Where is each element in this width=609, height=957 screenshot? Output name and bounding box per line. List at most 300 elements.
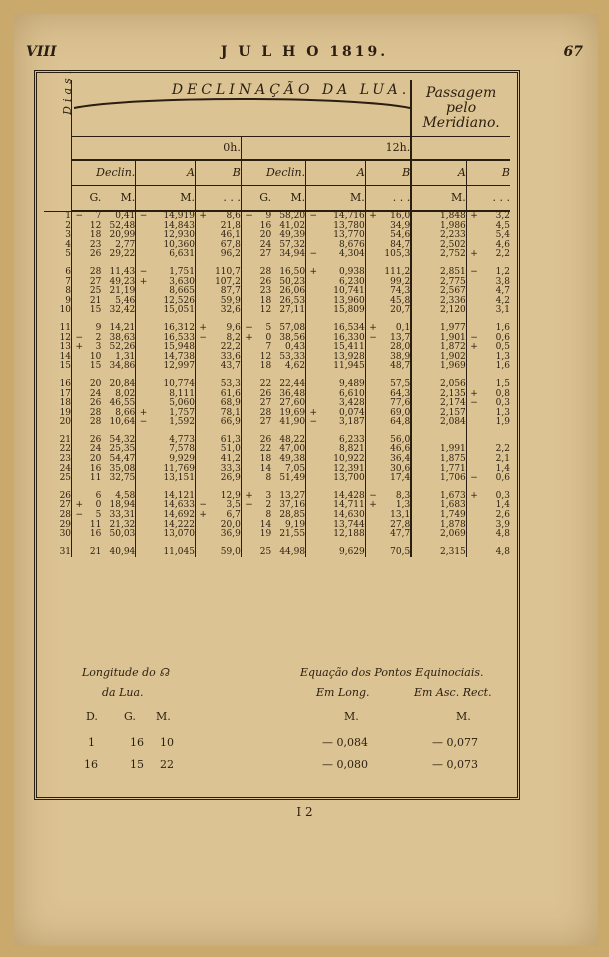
table-cell: 34,9 (377, 222, 411, 232)
table-cell: 47,00 (271, 445, 305, 455)
unit-m-0h: M. (101, 186, 135, 212)
col-b-12h: B (365, 160, 411, 186)
table-cell: 2,2 (495, 444, 510, 455)
table-cell (306, 287, 317, 297)
table-cell: 13,7 (377, 334, 411, 344)
table-cell: 14,428 (317, 492, 365, 502)
table-cell: 38,63 (101, 334, 135, 344)
table-cell: 1,986 (411, 222, 466, 232)
table-cell: 15,411 (317, 343, 365, 353)
table-cell: 31 (44, 548, 72, 558)
table-cell: 0,5 (495, 342, 510, 353)
col-b-0h: B (195, 160, 241, 186)
table-cell: 53,3 (207, 380, 241, 390)
table-cell: − (470, 473, 478, 484)
table-cell: 56,0 (377, 436, 411, 446)
table-cell: 33,3 (207, 465, 241, 475)
table-cell (195, 409, 206, 419)
table-row (44, 250, 510, 260)
table-cell: 16 (44, 380, 72, 390)
table-cell: 51,49 (271, 474, 305, 484)
col-m-label: M. (156, 710, 171, 723)
table-cell: + (369, 322, 377, 333)
table-cell: 2,567 (411, 287, 466, 297)
table-cell (72, 250, 83, 260)
table-cell (136, 250, 147, 260)
table-cell: + (470, 211, 478, 221)
table-cell: 24 (89, 444, 102, 455)
table-cell: 4,304 (317, 250, 365, 260)
table-cell: 10,774 (147, 380, 195, 390)
table-cell: 47,7 (377, 530, 411, 540)
table-cell (306, 390, 317, 400)
table-cell: 59,0 (207, 548, 241, 558)
table-cell: 7,05 (271, 465, 305, 475)
table-cell: 27 (259, 417, 272, 428)
table-cell: 1,878 (411, 521, 466, 531)
table-cell (72, 521, 83, 531)
table-cell: 0,6 (495, 473, 510, 484)
table-cell (72, 297, 83, 307)
table-cell: 10,741 (317, 287, 365, 297)
table-cell: 26,53 (271, 297, 305, 307)
table-cell: 36,9 (207, 530, 241, 540)
table-cell: 26 (89, 249, 102, 260)
m-long-label: M. (344, 710, 359, 723)
footer-row-2-long: — 0,080 (322, 758, 368, 771)
unit-b-0h: . . . (195, 186, 241, 212)
unit-g-0h: G. (72, 186, 102, 212)
table-cell (365, 511, 376, 521)
table-cell (136, 362, 147, 372)
table-cell: 14,121 (147, 492, 195, 502)
col-a-12h: A (306, 160, 366, 186)
table-row (44, 418, 510, 428)
table-cell: + (75, 500, 83, 511)
table-cell (72, 287, 83, 297)
table-cell: 2 (95, 332, 102, 343)
table-cell: 8,676 (317, 241, 365, 251)
table-cell (365, 268, 376, 278)
table-cell: 19 (259, 529, 272, 540)
table-cell: 11 (44, 324, 72, 334)
table-cell: 2,135 (411, 390, 466, 400)
table-cell (136, 455, 147, 465)
table-cell: 1,592 (147, 418, 195, 428)
table-cell (466, 530, 477, 540)
table-cell: 50,23 (271, 278, 305, 288)
table-cell: 7,578 (147, 445, 195, 455)
table-cell: 0,3 (495, 398, 510, 409)
table-cell: 17,4 (377, 474, 411, 484)
table-cell: 1,969 (411, 362, 466, 372)
table-cell (365, 287, 376, 297)
table-cell: 26 (259, 276, 272, 287)
table-cell: 5 (265, 322, 272, 333)
table-cell (195, 474, 206, 484)
table-cell: 9,629 (317, 548, 365, 558)
table-cell (136, 390, 147, 400)
table-cell: 61,3 (207, 436, 241, 446)
table-cell (195, 306, 206, 316)
table-cell (195, 465, 206, 475)
header-month-year: J U L H O 1819. (220, 44, 389, 60)
table-row (44, 362, 510, 372)
table-cell (466, 511, 477, 521)
table-cell: 18 (259, 361, 272, 372)
table-cell: 25 (44, 474, 72, 484)
table-cell: 26 (89, 398, 102, 409)
table-title (72, 80, 412, 137)
table-cell: 27 (44, 501, 72, 511)
table-cell: 64,8 (377, 418, 411, 428)
table-cell (136, 548, 147, 558)
table-cell (241, 390, 252, 400)
table-cell: 16,0 (377, 211, 411, 222)
col-b-pass: B (466, 160, 510, 186)
table-cell: 3,5 (207, 501, 241, 511)
table-cell: 14,630 (317, 511, 365, 521)
table-cell: 1,4 (495, 463, 510, 474)
table-cell (72, 241, 83, 251)
table-cell (72, 306, 83, 316)
table-cell: 52,48 (101, 222, 135, 232)
table-cell: 12 (89, 220, 102, 231)
table-cell: 57,5 (377, 380, 411, 390)
table-cell: 20,7 (377, 306, 411, 316)
table-cell: 27,8 (377, 521, 411, 531)
table-cell: 32,6 (207, 306, 241, 316)
table-cell (72, 390, 83, 400)
table-cell: 50,03 (101, 530, 135, 540)
table-cell: + (245, 332, 253, 343)
table-cell (241, 399, 252, 409)
table-cell: 8,6 (207, 211, 241, 222)
table-cell: 8,2 (207, 334, 241, 344)
col-a-pass: A (411, 160, 466, 186)
table-cell: − (369, 332, 377, 343)
table-cell (306, 343, 317, 353)
table-cell: 1,751 (147, 268, 195, 278)
table-cell: 18 (44, 399, 72, 409)
table-cell: 14,711 (317, 501, 365, 511)
table-cell: 22,2 (207, 343, 241, 353)
table-cell (72, 548, 83, 558)
table-cell: 57,32 (271, 241, 305, 251)
table-cell (195, 436, 206, 446)
table-cell: − (470, 332, 478, 343)
table-cell: 28 (44, 511, 72, 521)
table-cell (195, 297, 206, 307)
footer-row-2-asc: — 0,073 (432, 758, 478, 771)
table-cell (466, 436, 477, 446)
table-cell: 11,43 (101, 268, 135, 278)
table-cell: 1,757 (147, 409, 195, 419)
table-cell: − (245, 322, 253, 333)
table-cell (306, 222, 317, 232)
table-cell: 4 (44, 241, 72, 251)
table-cell: 3,2 (495, 211, 510, 221)
table-cell: 0,1 (377, 324, 411, 334)
table-cell: + (470, 388, 478, 399)
table-cell: 46,6 (377, 445, 411, 455)
table-cell (241, 445, 252, 455)
table-cell: 7 (265, 342, 272, 353)
table-cell: 25 (259, 546, 272, 557)
table-cell (241, 250, 252, 260)
table-cell (365, 297, 376, 307)
dias-label: Dias. (61, 66, 75, 115)
table-cell (72, 530, 83, 540)
table-cell (136, 465, 147, 475)
table-cell: 28,0 (377, 343, 411, 353)
table-cell: 12,930 (147, 231, 195, 241)
table-cell: + (470, 490, 478, 501)
table-cell: + (470, 249, 478, 260)
table-cell: 2,157 (411, 409, 466, 419)
table-cell: 28 (259, 407, 272, 418)
table-cell: 9,19 (271, 521, 305, 531)
table-cell: 9 (44, 297, 72, 307)
table-cell: 69,0 (377, 409, 411, 419)
table-cell: 6,610 (317, 390, 365, 400)
table-cell (365, 343, 376, 353)
table-cell: 28 (259, 266, 272, 277)
table-cell (72, 231, 83, 241)
table-cell (306, 445, 317, 455)
table-cell: 20,84 (101, 380, 135, 390)
table-cell: 13,744 (317, 521, 365, 531)
table-cell: 1,6 (495, 322, 510, 333)
table-cell: 19,69 (271, 409, 305, 419)
table-cell: 1,991 (411, 445, 466, 455)
table-row (44, 530, 510, 540)
table-cell (466, 418, 477, 428)
table-cell: 26 (259, 388, 272, 399)
table-cell: 14,692 (147, 511, 195, 521)
declination-table (44, 66, 510, 557)
table-cell: 21,55 (271, 530, 305, 540)
table-cell: − (199, 500, 207, 511)
table-cell (136, 324, 147, 334)
table-cell: 16,534 (317, 324, 365, 334)
table-cell: 59,9 (207, 297, 241, 307)
table-cell (241, 521, 252, 531)
table-cell: 36,48 (271, 390, 305, 400)
table-cell: 14 (259, 463, 272, 474)
table-cell (195, 222, 206, 232)
table-cell (72, 465, 83, 475)
table-cell: − (75, 510, 83, 521)
table-cell: 4,2 (495, 295, 510, 306)
table-cell (466, 231, 477, 241)
table-cell: 29 (44, 521, 72, 531)
table-cell: − (309, 211, 318, 221)
table-cell: 14,843 (147, 222, 195, 232)
col-declin-12h: Declin. (241, 160, 305, 186)
table-cell: 14 (259, 519, 272, 530)
table-cell: 16 (89, 529, 102, 540)
table-cell: 1,977 (411, 324, 466, 334)
table-cell: 20 (259, 230, 272, 241)
table-cell: 45,8 (377, 297, 411, 307)
table-cell (136, 222, 147, 232)
table-cell: 51,0 (207, 445, 241, 455)
table-cell (241, 362, 252, 372)
table-cell: 0,6 (495, 332, 510, 343)
table-cell: − (139, 211, 148, 221)
table-cell: 43,7 (207, 362, 241, 372)
table-cell: 14,738 (147, 353, 195, 363)
table-cell: 5,4 (495, 230, 510, 241)
table-cell: 34,94 (271, 250, 305, 260)
table-cell (195, 455, 206, 465)
table-cell (466, 222, 477, 232)
table-cell: 1,683 (411, 501, 466, 511)
table-cell (136, 353, 147, 363)
footer-row-1-long: — 0,084 (322, 736, 368, 749)
table-cell (241, 268, 252, 278)
table-cell: 24 (259, 239, 272, 250)
table-cell (365, 306, 376, 316)
table-cell: 3 (95, 342, 102, 353)
table-cell (365, 278, 376, 288)
table-cell: − (369, 490, 377, 501)
table-cell (365, 399, 376, 409)
table-cell (241, 530, 252, 540)
table-cell (72, 353, 83, 363)
table-cell: 1,902 (411, 353, 466, 363)
table-cell (241, 548, 252, 558)
table-cell: 9,929 (147, 455, 195, 465)
table-cell: 8,821 (317, 445, 365, 455)
table-cell (306, 278, 317, 288)
table-cell: 7 (95, 211, 102, 221)
table-cell (365, 548, 376, 558)
table-cell (241, 231, 252, 241)
table-cell: 107,2 (207, 278, 241, 288)
table-cell: 12,997 (147, 362, 195, 372)
table-cell (136, 474, 147, 484)
table-cell: 8 (44, 287, 72, 297)
table-cell: 1,2 (495, 266, 510, 277)
table-cell: 16 (259, 220, 272, 231)
table-cell: + (139, 276, 148, 287)
table-cell: + (245, 490, 253, 501)
table-cell (306, 511, 317, 521)
table-cell: 14,919 (147, 211, 195, 222)
table-cell: 3,428 (317, 399, 365, 409)
table-cell (306, 474, 317, 484)
table-cell (241, 465, 252, 475)
table-cell: 5 (44, 250, 72, 260)
table-cell: 4,8 (495, 529, 510, 540)
table-cell: 1,872 (411, 343, 466, 353)
table-cell: 3 (265, 490, 272, 501)
table-cell: 67,8 (207, 241, 241, 251)
table-cell: 54,47 (101, 455, 135, 465)
table-cell: 18 (259, 295, 272, 306)
table-cell: 84,7 (377, 241, 411, 251)
table-cell: 22 (44, 445, 72, 455)
table-cell: 21,19 (101, 287, 135, 297)
table-cell (72, 436, 83, 446)
table-cell: 13,27 (271, 492, 305, 502)
table-cell: 26 (89, 434, 102, 445)
table-cell (306, 353, 317, 363)
table-cell: 11 (89, 519, 102, 530)
table-cell: 13,151 (147, 474, 195, 484)
table-cell (365, 465, 376, 475)
table-cell (195, 399, 206, 409)
table-cell: 15,948 (147, 343, 195, 353)
table-cell: 49,38 (271, 455, 305, 465)
table-cell: 2,77 (101, 241, 135, 251)
table-cell: 20 (44, 418, 72, 428)
table-cell: 25,35 (101, 445, 135, 455)
header-section: VIII (26, 44, 57, 60)
table-cell: 18,94 (101, 501, 135, 511)
table-cell (195, 268, 206, 278)
table-cell (195, 231, 206, 241)
table-cell: 41,90 (271, 418, 305, 428)
table-cell (72, 445, 83, 455)
table-cell (466, 362, 477, 372)
table-cell: 24 (89, 388, 102, 399)
table-cell: 96,2 (207, 250, 241, 260)
table-cell: 23 (44, 455, 72, 465)
table-cell (365, 380, 376, 390)
table-cell: 28 (89, 417, 102, 428)
table-cell: 2,1 (495, 454, 510, 465)
table-cell: 14,222 (147, 521, 195, 531)
table-cell: 28,85 (271, 511, 305, 521)
table-cell: 2,120 (411, 306, 466, 316)
table-cell: 23 (89, 239, 102, 250)
table-cell (136, 445, 147, 455)
table-cell: 41,02 (271, 222, 305, 232)
table-cell: 1,9 (495, 417, 510, 428)
table-cell: 52,26 (101, 343, 135, 353)
table-cell (136, 334, 147, 344)
unit-g-12h: G. (241, 186, 271, 212)
table-cell (241, 353, 252, 363)
table-cell: 4,62 (271, 362, 305, 372)
table-cell (195, 445, 206, 455)
table-cell: 1,706 (411, 474, 466, 484)
table-cell (466, 278, 477, 288)
table-row (44, 474, 510, 484)
table-cell (306, 306, 317, 316)
table-cell (136, 306, 147, 316)
table-cell: 110,7 (207, 268, 241, 278)
col-g-label: G. (124, 710, 136, 723)
table-cell: 1,901 (411, 334, 466, 344)
table-cell: 26 (259, 434, 272, 445)
table-cell: 6,230 (317, 278, 365, 288)
table-cell: 2,752 (411, 250, 466, 260)
m-asc-label: M. (456, 710, 471, 723)
table-cell: 2,502 (411, 241, 466, 251)
col-d-label: D. (86, 710, 98, 723)
table-cell: 15,051 (147, 306, 195, 316)
table-cell: 3,8 (495, 276, 510, 287)
table-cell: − (309, 417, 318, 428)
table-cell: 13,770 (317, 231, 365, 241)
passagem-header (411, 80, 510, 137)
table-cell: 53,33 (271, 353, 305, 363)
table-cell: 6 (44, 268, 72, 278)
